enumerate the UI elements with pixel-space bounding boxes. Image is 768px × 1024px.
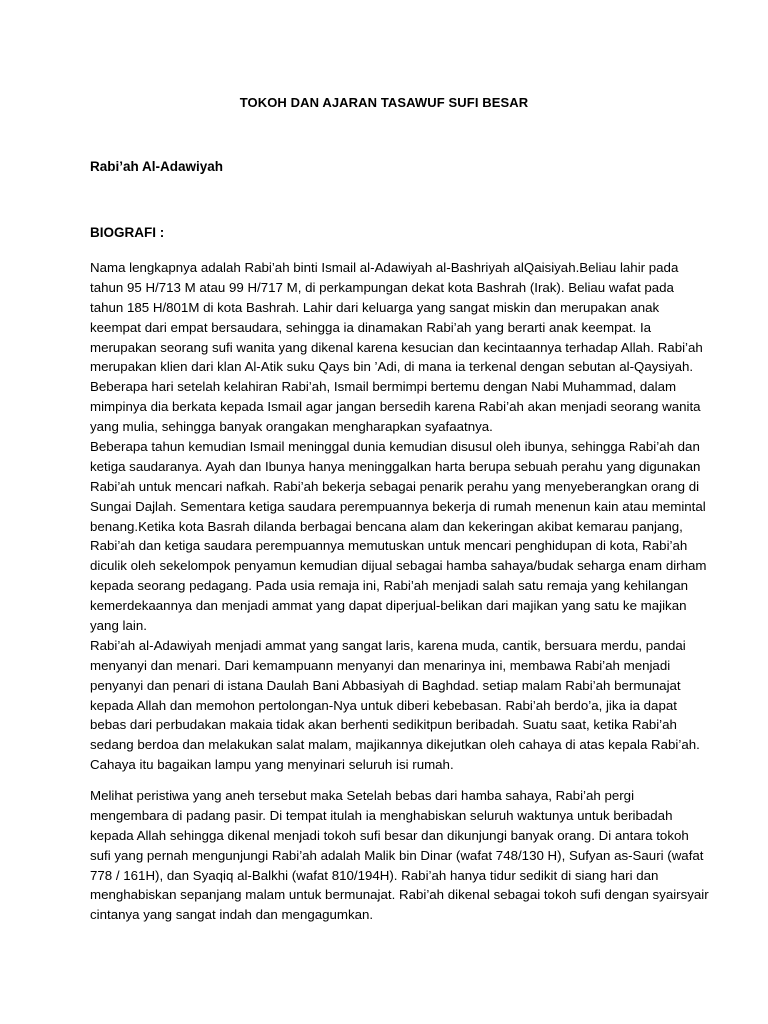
text-line: keempat dari empat bersaudara, sehingga ia dinamakan Rabi’ah yang berarti anak keempat. Ia xyxy=(90,319,652,335)
text-line: benang.Ketika kota Basrah dilanda berbagai bencana alam dan kekeringan akibat kemarau panjang, xyxy=(90,518,683,534)
text-line: Cahaya itu bagaikan lampu yang menyinari seluruh isi rumah. xyxy=(90,757,454,773)
section-heading-biografi: BIOGRAFI : xyxy=(90,225,165,240)
text-line: mimpinya dia berkata kepada Ismail agar jangan bersedih karena Rabi’ah akan menjadi seorang wanita xyxy=(90,399,701,415)
text-line: sedang berdoa dan melakukan salat malam, majikannya dikejutkan oleh cahaya di atas kepala Rabi’ah. xyxy=(90,737,700,753)
text-line: ketiga saudaranya. Ayah dan Ibunya hanya meninggalkan harta berupa sebuah perahu yang digunakan xyxy=(90,458,701,474)
text-line: bebas dari perbudakan makaia tidak akan berhenti sedikitpun beribadah. Suatu saat, ketika Rabi’ah xyxy=(90,717,677,733)
text-line: tahun 95 H/713 M atau 99 H/717 M, di perkampungan dekat kota Bashrah (Irak). Beliau wafat pada xyxy=(90,279,674,295)
text-line: diculik oleh sekelompok penyamun kemudian dijual sebagai hamba sahaya/budak seharga enam dirham xyxy=(90,558,707,574)
text-line: menghabiskan sepanjang malam untuk bermunajat. Rabi’ah dikenal sebagai tokoh sufi dengan syairsyair xyxy=(90,887,709,903)
text-line: Rabi’ah untuk mencari nafkah. Rabi’ah bekerja sebagai penarik perahu yang menyeberangkan orang di xyxy=(90,478,700,494)
text-line: sufi yang pernah mengunjungi Rabi’ah adalah Malik bin Dinar (wafat 748/130 H), Sufyan as-Sauri (wafat xyxy=(90,847,704,863)
text-line: Beberapa hari setelah kelahiran Rabi’ah, Ismail bermimpi bertemu dengan Nabi Muhammad, dalam xyxy=(90,379,677,395)
text-line: kepada Allah sehingga dikenal menjadi tokoh sufi besar dan dikunjungi banyak orang. Di antara tokoh xyxy=(90,827,689,843)
biography-paragraph-1 xyxy=(90,258,707,775)
text-line: kepada Allah dan memohon pertolongan-Nya untuk diberi kebebasan. Rabi’ah berdo’a, jika ia dapat xyxy=(90,697,677,713)
text-line: Beberapa tahun kemudian Ismail meninggal dunia kemudian disusul oleh ibunya, sehingga Rabi’ah dan xyxy=(90,439,700,455)
text-line: cintanya yang sangat indah dan mengagumkan. xyxy=(90,907,374,923)
text-line: tahun 185 H/801M di kota Bashrah. Lahir dari keluarga yang sangat miskin dan merupakan anak xyxy=(90,299,660,315)
text-line: Rabi’ah al-Adawiyah menjadi ammat yang sangat laris, karena muda, cantik, bersuara merdu, pandai xyxy=(90,637,686,653)
text-line: yang lain. xyxy=(90,618,147,634)
text-line: merupakan seorang sufi wanita yang dikenal karena kesucian dan kecintaannya terhadap Allah. Rabi’ah xyxy=(90,339,703,355)
text-line: Nama lengkapnya adalah Rabi’ah binti Ismail al-Adawiyah al-Bashriyah alQaisiyah.Beliau lahir pada xyxy=(90,260,679,275)
text-line: merupakan klien dari klan Al-Atik suku Qays bin ’Adi, di mana ia terkenal dengan sebutan al-Qaysiyah. xyxy=(90,359,694,375)
text-line: Melihat peristiwa yang aneh tersebut maka Setelah bebas dari hamba sahaya, Rabi’ah pergi xyxy=(90,788,635,803)
biography-paragraph-2 xyxy=(90,786,709,925)
text-line: penyanyi dan penari di istana Daulah Bani Abbasiyah di Baghdad. setiap malam Rabi’ah bermunajat xyxy=(90,677,681,693)
text-line: mengembara di padang pasir. Di tempat itulah ia menghabiskan seluruh waktunya untuk beribadah xyxy=(90,807,673,823)
text-line: kepada seorang pedagang. Pada usia remaja ini, Rabi’ah menjadi salah satu remaja yang kehilangan xyxy=(90,578,689,594)
text-line: Sungai Dajlah. Sementara ketiga saudara perempuannya bekerja di rumah menenun kain atau memintal xyxy=(90,498,706,514)
text-line: Rabi’ah dan ketiga saudara perempuannya memutuskan untuk mencari penghidupan di kota, Rabi’ah xyxy=(90,538,688,554)
text-line: yang mulia, sehingga banyak orangakan mengharapkan syafaatnya. xyxy=(90,419,493,435)
text-line: kemerdekaannya dan menjadi ammat yang dapat diperjual-belikan dari majikan yang satu ke majikan xyxy=(90,598,687,614)
text-line: 778 / 161H), dan Syaqiq al-Balkhi (wafat 810/194H). Rabi’ah hanya tidur sedikit di siang hari dan xyxy=(90,867,659,883)
subject-heading: Rabi’ah Al-Adawiyah xyxy=(90,159,224,174)
document-title: TOKOH DAN AJARAN TASAWUF SUFI BESAR xyxy=(239,95,529,110)
text-line: menyanyi dan menari. Dari kemampuann menyanyi dan menarinya ini, membawa Rabi’ah menjadi xyxy=(90,657,671,673)
